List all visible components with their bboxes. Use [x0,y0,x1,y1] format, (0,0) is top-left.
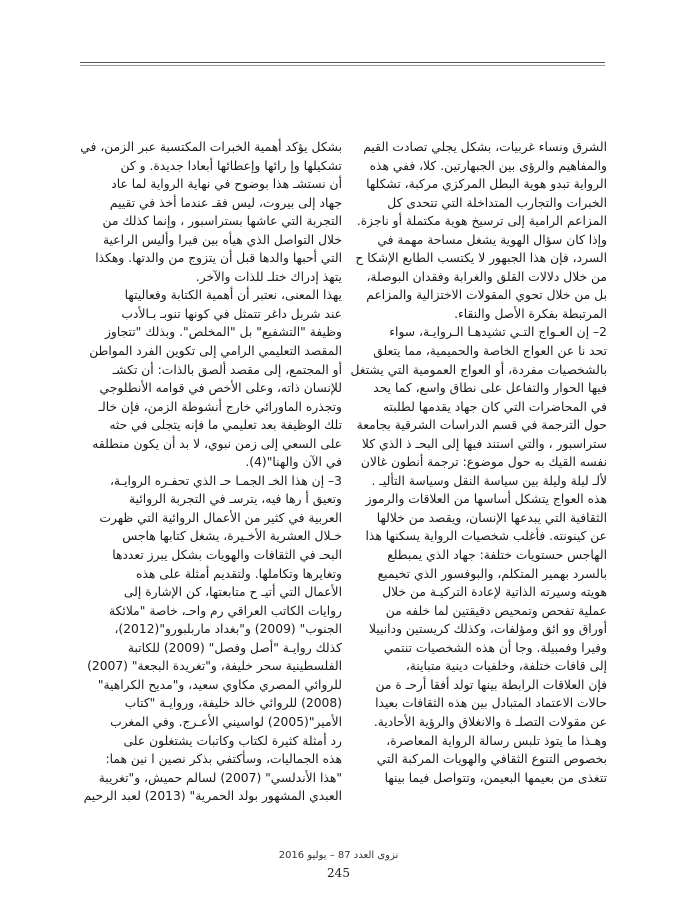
text-line: 3– إن هذا الخـ الجمـا حـ الذي تحفـره الروايـة، [109,473,342,488]
text-line: من خلال دلالات القلق والغرابة وفقدان البوصلة، [366,269,607,284]
text-line: للروائي المصري مكاوي سعيد، و"مديح الكراهية" [97,677,342,692]
text-line: حول الترجمة في قسم الدراسات الشرقية بجامعة [356,418,607,433]
text-line: رد أمثلة كثيرة لكتاب وكاتبات يشتغلون على [123,733,342,748]
text-line: العربية في كثير من الأعمال الروائية التي ظهرت [99,510,342,525]
header-rule [80,62,605,63]
text-line: المقصد التعليمي الرامي إلى تكوين الفرد المواطن [89,344,342,359]
text-line: فيها الحوار والتفاعل على نطاق واسع، كما يحد [373,381,607,396]
text-line: عملية تفحص وتمحيص دقيقتين لما خلفه من [385,603,607,618]
text-line: في المحاضرات التي كان جهاد يقدمها لطلبته [382,399,607,414]
text-line: الجنوب" (2009) و"بغداد ماربلبورو"(2012)، [114,622,342,637]
text-line: فإن العلاقات الرابطة بينها تولد أفقا أرحـ ة من [375,677,607,692]
text-line: وظيفة "التشفيع" بل "المخلص". وبذلك "تتجاوز [104,325,342,340]
text-line: في الآن والهنا"(4). [245,455,342,470]
text-line: جهاد إلى بيروت، ليس فقـ عندما أخذ في تقييم [109,195,342,210]
text-line: البحـ في الثقافات والهويات بشكل يبرز تعددها [112,548,342,563]
text-line: عند شربل داغر تتمثل في كونها تنوبـ بـالأدب [121,306,342,321]
text-line: الهاجس حستويات ختلفة: جهاد الذي يمبطلع [387,548,607,563]
text-line: لألـ ليلة وليلة بين سياسة النقل وسياسة التأليـ . [371,473,607,488]
text-line: (2008) للروائي خالد خليفة، وروايـة "كتاب [124,696,342,711]
text-line: تشكيلها وإ رائها وإعطائها أبعادا جديدة. و كن [120,158,342,173]
text-line: ستراسبور ، والتي استند فيها إلى البحـ ذ الذي كلا [361,436,607,451]
text-line: التي أحبها والدها قبل أن يتزوج من والدتها. وهكذا [95,251,342,266]
text-line: روايات الكاتب العراقي رم واحـ، خاصة "ملائكة [109,603,342,618]
text-line: للإنسان ذاته، وعلى الأخص في قوامه الأنطلوجي [99,381,342,396]
text-line: خـلال العشرية الأخـيرة، يشغل كتابها هاجس [122,529,342,544]
text-line: الخبرات والتجارب المتداخلة التي تتحدى كل [387,195,607,210]
text-line: هويته وسيرته الذاتية لإعادة التركيـة من خلال [382,585,607,600]
header-rule-secondary [80,65,605,66]
text-line: الرواية تبدو هوية البطل المركزي مركبة، تشكلها [366,177,607,192]
text-line: إلى قافات ختلفة، وخلفيات دينية متباينة، [405,659,607,674]
text-line: وتجذره الماورائي خارج أنشوطة الزمن، فإن خالـ [98,399,342,414]
text-line: تحد نا عن العواج الخاصة والحميمية، مما يتعلق [373,344,607,359]
text-line: وفيرا وفمبيلة. وجا أن هذه الشخصيات تنتمي [383,640,607,655]
text-line: وهـذا ما يتوذ تلبس رسالة الرواية المعاصرة، [386,733,607,748]
text-line: تتغذى من بعيمها البعيمن، وتتواصل فيما بينها [384,770,607,785]
text-line: أن نستشـ هذا بوضوح في نهاية الرواية لما عاد [111,177,342,192]
text-line: بل من خلال تحوي المقولات الاختزالية والمزاعم [366,288,607,303]
text-line: الثقافية التي يبدعها الإنسان، ويقصد من خلالها [376,510,607,525]
text-line: بالشخصيات مفردة، أو العواج العمومية التي يشتغل [350,362,607,377]
text-line: السرد، فإن هذا الجبهور لا يكتسب الطابع الإشكا ح [355,251,607,266]
text-line: وتعيق أ رها فيه، يترسـ في التجربة الروائية [129,492,342,507]
text-line: عن مقولات التصلـ ة والانغلاق والرؤية الأحادية. [373,714,607,729]
text-line: حالات الاعتماد المتبادل بين هذه الثقافات بعيدا [375,696,607,711]
text-line: بشكل يؤكد أهمية الخبرات المكتسبة عبر الزمن، في [80,140,342,154]
text-line: "هذا الأندلسي" (2007) لسالم حميش، و"تغريبة [98,770,342,785]
text-line: الأمير"(2005) لواسيني الأعـرج. وفي المغرب [110,714,342,729]
text-line: الفلسطينية سحر خليفة، و"تغريدة البجعة" (2007) [87,659,342,674]
text-line: 2– إن العـواج التـي تشيدهـا الـروايـة، سواء [389,325,607,340]
text-line: الشرق ونساء غربيات، بشكل يجلي تصادت القيم [363,140,607,154]
text-line: بخصوص التنوع الثقافي والهويات المركبة التي [376,752,607,767]
text-line: هذه الجماليات، وسأكتفي بذكر نصين ا نين هما: [105,752,342,767]
text-line: نفسه القيك به حول موضوع: ترجمة أنطون غالان [360,455,607,470]
text-line: بالسرد بهمير المتكلم، والبوفسور الذي تخيمبع [377,566,607,581]
text-line: كذلك روايـة "أصل وفصل" (2009) للكاتبة [127,640,342,655]
page-number: 245 [327,866,350,880]
text-line: تلك الوظيفة بعد تعليمي ما فإنه يتجلى في حثه [109,418,342,433]
text-line: هذه العواج يتشكل أساسها من العلاقات والرموز [365,492,607,507]
text-line: الأعمال التي أتيـ ح متابعتها، كن الإشارة إلى [123,585,342,600]
text-line: وتغايرها وتكاملها. ولتقديم أمثلة على هذه [136,566,342,581]
text-line: عن كينونته. فأغلب شخصيات الرواية يسكنها هذا [365,529,607,544]
text-line: المزاعم الرامية إلى ترسيخ هوية مكتملة أو ناجزة. [356,214,607,229]
text-line: المرتبطة بفكرة الأصل والنقاء. [454,306,607,321]
text-line: خلال التواصل الذي هيأه بين فيرا وأليس الراعية [102,232,342,247]
text-line: يهذا المعنى، نعتبر أن أهمية الكتابة وفعاليتها [124,288,342,303]
text-line: العبدي المشهور بولد الحمرية" (2013) لعبد الرحيم [83,789,342,804]
text-column-right [345,138,607,787]
text-column-left [80,138,342,806]
text-line: أوراق وو ائق ومؤلفات، وكذلك كريستين ودانييلا [369,622,607,637]
text-line: التجربة التي عاشها بستراسبور ، وإنما كذلك من [102,214,342,229]
text-line: على السعي إلى زمن نبوي، لا بد أن يكون منطلقه [92,436,342,451]
text-line: أو المجتمع، إلى مقصد ألصق بالذات: أن تكشـ [112,362,342,377]
text-line: يتهذ إدراك ختلـ للذات والآخر. [195,269,342,284]
journal-issue-label: نزوى العدد 87 – يوليو 2016 [278,850,399,861]
text-line: وإذا كان سؤال الهوية يشغل مساحة مهمة في [377,232,607,247]
text-line: والمفاهيم والرؤى بين الجبهارتين. كلا، ففي هذه [369,158,607,173]
